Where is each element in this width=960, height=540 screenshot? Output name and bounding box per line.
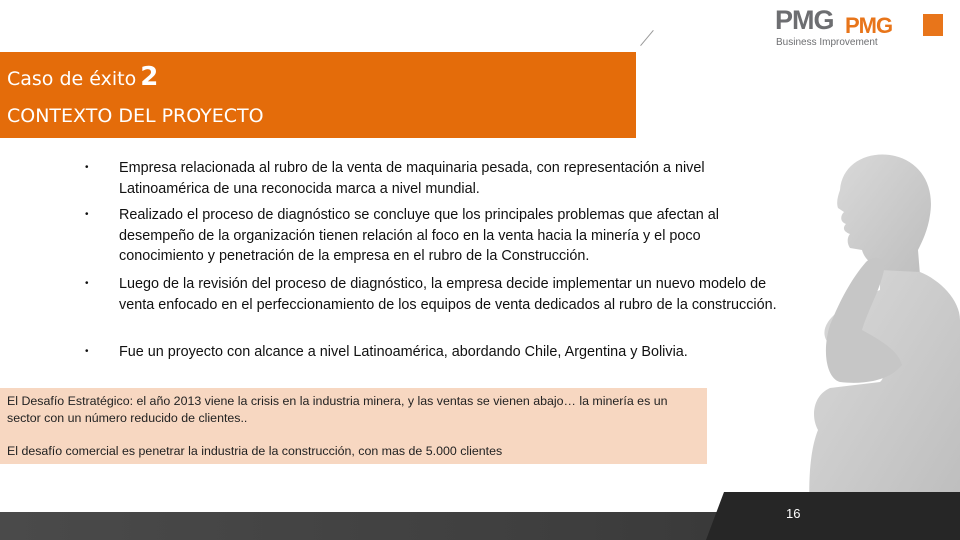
logo-square-icon xyxy=(923,14,943,36)
logo-main-text: PMG xyxy=(775,5,834,35)
logo-subtitle: Business Improvement xyxy=(776,37,878,48)
bullet-text: Fue un proyecto con alcance a nivel Latinoamérica, abordando Chile, Argentina y Bolivia. xyxy=(119,344,688,360)
title-number: 2 xyxy=(140,62,159,92)
title-text: Caso de éxito xyxy=(7,68,137,90)
bullet-marker: • xyxy=(85,278,89,289)
strategic-challenge-callout xyxy=(0,388,707,464)
page-number: 16 xyxy=(786,506,801,521)
bullet-text: Luego de la revisión del proceso de diagnóstico, la empresa decide implementar un nuevo modelo de venta enfocado en el perfeccionamiento de los equipos de venta dedicados al rubro de la construcción. xyxy=(119,276,777,313)
company-logo xyxy=(775,4,955,50)
slide-subtitle: CONTEXTO DEL PROYECTO xyxy=(7,105,264,127)
bullet-marker: • xyxy=(85,209,89,220)
logo-ghost-text: PMG xyxy=(845,13,893,38)
callout-paragraph-2: El desafío comercial es penetrar la industria de la construcción, con mas de 5.000 clientes xyxy=(7,444,503,458)
bullet-text: Realizado el proceso de diagnóstico se concluye que los principales problemas que afectan al desempeño de la organización tienen relación al foco en la venta hacia la minería y el poco conocimiento y penetración de la empresa en el rubro de la Construcción. xyxy=(119,207,719,264)
bullet-text: Empresa relacionada al rubro de la venta de maquinaria pesada, con representación a nivel Latinoamérica de una reconocida marca a nivel mundial. xyxy=(119,160,705,197)
footer-accent xyxy=(706,492,960,540)
bullet-marker: • xyxy=(85,162,89,173)
thinking-person-silhouette-icon xyxy=(770,150,960,520)
slide-title xyxy=(7,62,158,94)
bullet-marker: • xyxy=(85,346,89,357)
decorative-divider xyxy=(640,30,654,46)
callout-paragraph-1: El Desafío Estratégico: el año 2013 viene la crisis en la industria minera, y las ventas se vienen abajo… la minería es un sector con un número reducido de clientes.. xyxy=(7,394,668,425)
